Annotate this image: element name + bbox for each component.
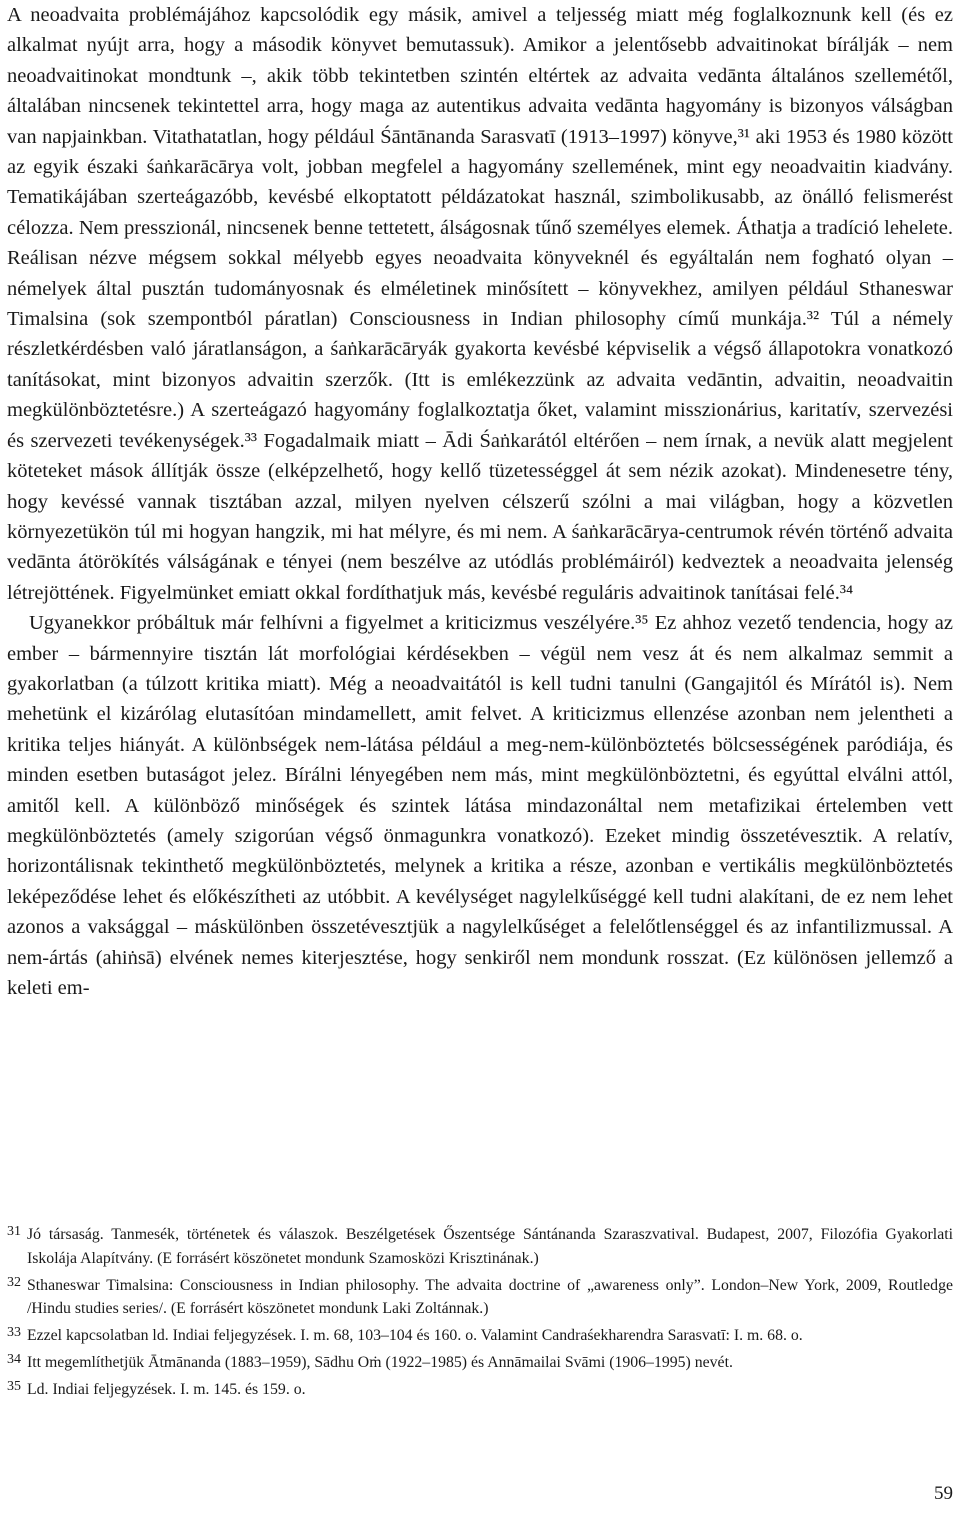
paragraph-1: A neoadvaita problémájához kapcsolódik egy másik, amivel a teljesség miatt még foglalkoznunk kell (és ez alkalmat nyújt arra, hogy a második könyvet bemutassuk). Amikor a jelentősebb advaitinokat bírálják – nem neoadvaitinokat mondtunk –, akik több tekintetben szintén eltértek az advaita vedānta általános szellemétől, általában nincsenek tekintettel arra, hogy maga az autentikus advaita vedānta hagyomány is bizonyos válságban van napjainkban. Vitathatatlan, hogy például Śāntānanda Sarasvatī (1913–1997) könyve,³¹ aki 1953 és 1980 között az egyik északi śaṅkarācārya volt, jobban megfelel a hagyomány szellemének, mint egy neoadvaitin kiadvány. Tematikájában szerteágazóbb, kevésbé elkoptatott példázatokat használ, szimbolikusabb, az önálló felismerést célozza. Nem presszionál, nincsenek benne tettetett, álságosnak tűnő személyes elemek. Áthatja a tradíció lehelete. Reálisan nézve mégsem sokkal mélyebb egyes neoadvaita könyveknél és egyáltalán nem fogható olyan – némelyek által pusztán tudományosnak és elméletinek minősített – könyvekhez, amilyen például Sthaneswar Timalsina (sok szempontból páratlan) Consciousness in Indian philosophy című munkája.³² Túl a némely részletkérdésben való járatlanságon, a śaṅkarācāryák gyakorta kevésbé képviselik a végső állapotokra vonatkozó tanításokat, mint bizonyos advaitin szerzők. (Itt is emlékezzünk az advaita vedāntin, advaitin, neoadvaitin megkülönböztetésre.) A szerteágazó hagyomány foglalkoztatja őket, valamint misszionárius, karitatív, szervezési és szervezeti tevékenységek.³³ Fogadalmaik miatt – Ādi Śaṅkarától eltérően – nem írnak, a nevük alatt megjelent köteteket mások állítják össze (elképzelhető, hogy kellő tüzetességgel át sem nézik azokat). Mindenesetre tény, hogy kevéssé vannak tisztában azzal, milyen nyelven célszerű szólni a mai világban, hogy a közvetlen környezetükön túl mi hogyan hangzik, mi hat mélyre, és mi nem. A śaṅkarācārya-centrumok révén történő advaita vedānta átörökítés válságának e tényei (nem beszélve az utódlás problémáiról) kedveztek a neoadvaita jelenség létrejöttének. Figyelmünket emiatt okkal fordíthatjuk más, kevésbé reguláris advaitinok tanításai felé.³⁴ <box>7 4 953 604</box>
footnote-32 <box>7 1271 953 1322</box>
page-body <box>7 0 953 1003</box>
footnote-number: 34 <box>7 1351 21 1367</box>
footnote-text: Sthaneswar Timalsina: Consciousness in Indian philosophy. The advaita doctrine of „awareness only”. London–New York, 2009, Routledge /Hindu studies series/. (E forrásért köszönetet mondunk Laki Zoltánnak.) <box>27 1276 953 1318</box>
footnote-text: Itt megemlíthetjük Ātmānanda (1883–1959), Sādhu Oṁ (1922–1985) és Annāmailai Svāmi (1906–1995) nevét. <box>27 1353 733 1371</box>
footnotes <box>7 1220 953 1402</box>
footnote-number: 32 <box>7 1274 21 1290</box>
paragraph-2: Ugyanekkor próbáltuk már felhívni a figyelmet a kriticizmus veszélyére.³⁵ Ez ahhoz vezető tendencia, hogy az ember – bármennyire tisztán lát morfológiai kérdésekben – végül nem vesz át és nem alkalmaz semmit a gyakorlatban (a túlzott kritika miatt). Még a neoadvaitától is kell tudni tanulni (Gangajitól és Mírától is). Nem mehetünk el kizárólag elutasítóan mindamellett, amit felvet. A kriticizmus ellenzése azonban nem jelentheti a kritika teljes hiányát. A különbségek nem-látása például a meg-nem-különböztetés bölcsességének paródiája, és minden esetben butaságot jelez. Bírálni lényegében nem más, mint megkülönböztetni, és egyúttal elválni attól, amitől kell. A különböző minőségek és szintek látása mindazonáltal nem metafizikai értelemben vett megkülönböztetés (amely szigorúan végső önmagunkra vonatkozó). Ezeket mindig összetévesztik. A relatív, horizontálisnak tekinthető megkülönböztetés, melynek a kritika a része, azonban e vertikális megkülönböztetés leképeződése lehet és előkészítheti az utóbbit. A kevélységet nagylelkűséggé kell tudni alakítani, de ez nem lehet azonos a vaksággal – máskülönben összetévesztjük a nagylelkűséget a felelőtlenséggel és az infantilizmussal. A nem-ártás (ahiṅsā) elvének nemes kiterjesztése, hogy senkiről nem mondunk rosszat. (Ez különösen jellemző a keleti em- <box>7 612 953 999</box>
footnote-31 <box>7 1220 953 1271</box>
footnote-text: Ezzel kapcsolatban ld. Indiai feljegyzések. I. m. 68, 103–104 és 160. o. Valamint Candraśekharendra Sarasvatī: I. m. 68. o. <box>27 1327 803 1345</box>
footnote-text: Ld. Indiai feljegyzések. I. m. 145. és 159. o. <box>27 1380 306 1398</box>
main-text <box>7 0 953 1003</box>
footnote-33 <box>7 1321 953 1348</box>
footnote-number: 33 <box>7 1325 21 1341</box>
footnote-number: 35 <box>7 1378 21 1394</box>
footnote-35 <box>7 1375 953 1402</box>
footnote-number: 31 <box>7 1224 21 1239</box>
footnote-34 <box>7 1348 953 1375</box>
footnote-text: Jó társaság. Tanmesék, történetek és válaszok. Beszélgetések Őszentsége Sántánanda Szaraszvatival. Budapest, 2007, Filozófia Gyakorlati Iskolája Alapítvány. (E forrásért köszönetet mondunk Szamosközi Krisztinának.) <box>27 1226 953 1267</box>
page-number: 59 <box>934 1483 953 1504</box>
